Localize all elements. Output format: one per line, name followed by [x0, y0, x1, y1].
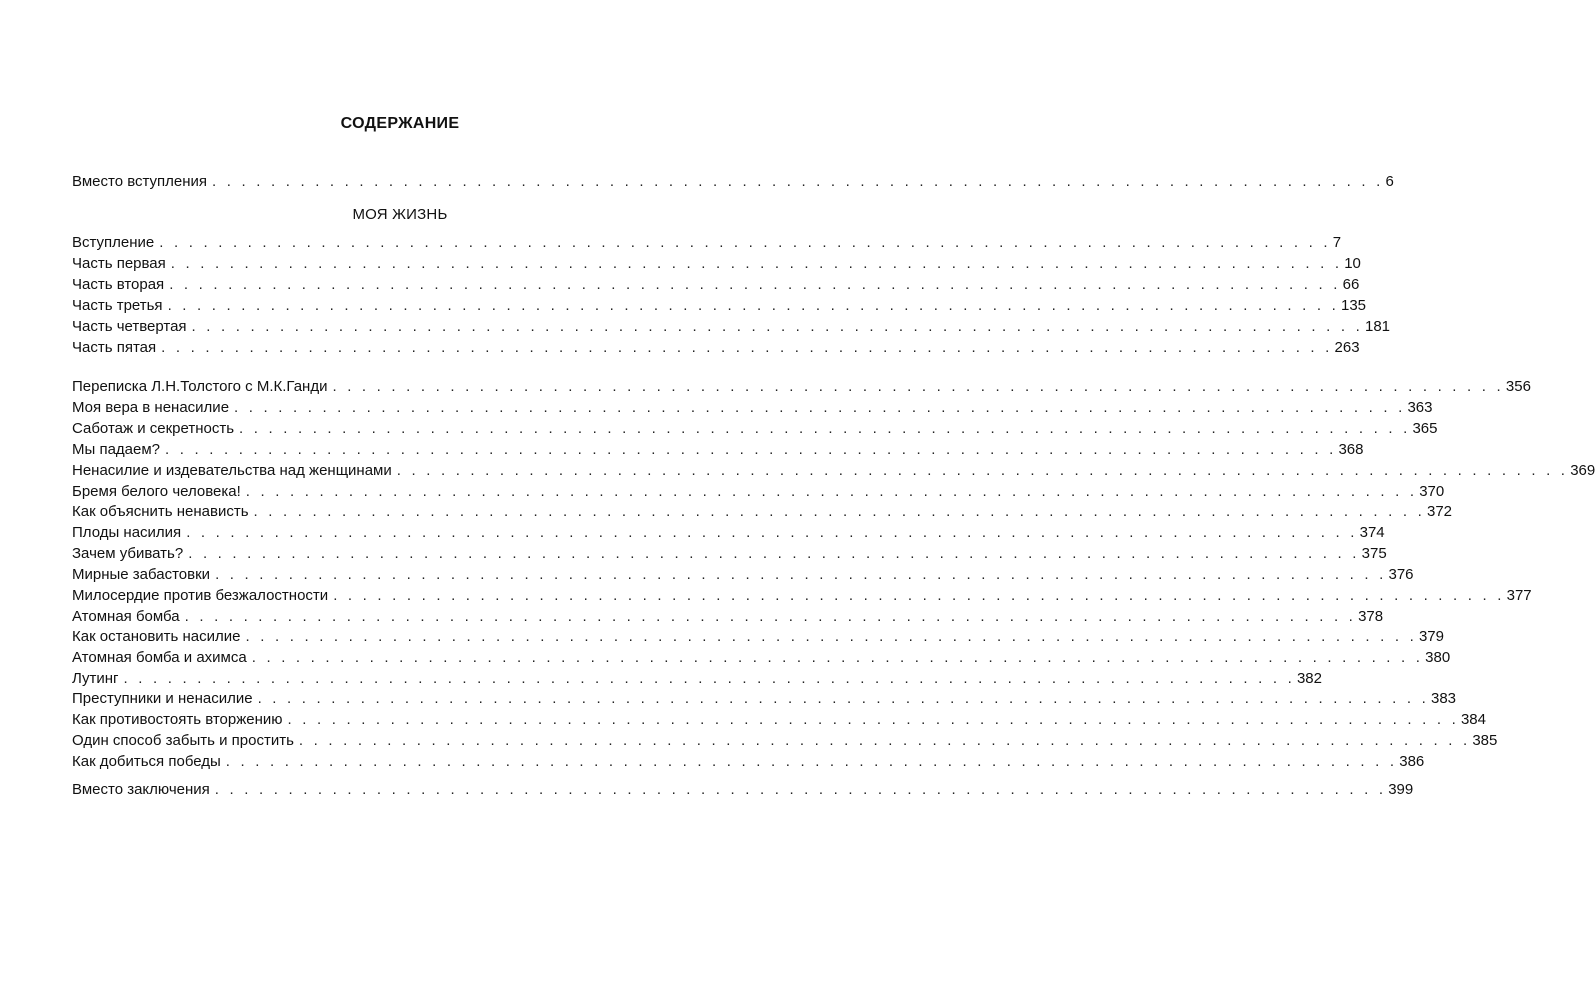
dot-leader: . . . . . . . . . . . . . . . . . . . . . . . . . . . . . . . . . . . . . . . . . . . . . . . . . . . . . . . . . . . . . . . . . . . . . . . . . . . . . . . . [214, 781, 1387, 798]
toc-entry [72, 461, 1595, 481]
toc-entry-title: Как остановить насилие [72, 628, 241, 645]
toc-entry-page-number: 7 [1332, 234, 1342, 251]
toc-entry-page-number: 379 [1418, 628, 1444, 645]
toc-entry-title: Ненасилие и издевательства над женщинами [72, 462, 392, 479]
toc-entry [72, 780, 1414, 800]
dot-leader: . . . . . . . . . . . . . . . . . . . . . . . . . . . . . . . . . . . . . . . . . . . . . . . . . . . . . . . . . . . . . . . . . . . . . . . . . . . . . . . . [245, 628, 1417, 645]
toc-entry-page-number: 263 [1334, 339, 1360, 356]
section-heading: МОЯ ЖИЗНЬ [352, 206, 448, 223]
toc-entry-title: Часть первая [72, 255, 166, 272]
dot-leader: . . . . . . . . . . . . . . . . . . . . . . . . . . . . . . . . . . . . . . . . . . . . . . . . . . . . . . . . . . . . . . . . . . . . . . . . . . . . . . . . [287, 711, 1459, 728]
toc-entry-page-number: 135 [1341, 297, 1367, 314]
toc-entry [72, 482, 1445, 502]
toc-entry-page-number: 374 [1359, 524, 1385, 541]
toc-entry [72, 689, 1457, 709]
dot-leader: . . . . . . . . . . . . . . . . . . . . . . . . . . . . . . . . . . . . . . . . . . . . . . . . . . . . . . . . . . . . . . . . . . . . . . . . . . . . . . . . [123, 670, 1295, 687]
toc-entry-title: Атомная бомба и ахимса [72, 649, 247, 666]
toc-entry-page-number: 66 [1342, 276, 1360, 293]
dot-leader: . . . . . . . . . . . . . . . . . . . . . . . . . . . . . . . . . . . . . . . . . . . . . . . . . . . . . . . . . . . . . . . . . . . . . . . . . . . . . . . . [245, 483, 1418, 500]
toc-entry [72, 544, 1387, 564]
toc-entry-title: Преступники и ненасилие [72, 690, 253, 707]
dot-leader: . . . . . . . . . . . . . . . . . . . . . . . . . . . . . . . . . . . . . . . . . . . . . . . . . . . . . . . . . . . . . . . . . . . . . . . . . . . . . . . . [396, 462, 1569, 479]
toc-entry-page-number: 368 [1338, 441, 1364, 458]
toc-entry-title: Вместо заключения [72, 781, 210, 798]
dot-leader: . . . . . . . . . . . . . . . . . . . . . . . . . . . . . . . . . . . . . . . . . . . . . . . . . . . . . . . . . . . . . . . . . . . . . . . . . . . . . . . . [225, 753, 1398, 770]
toc-entry [72, 419, 1438, 439]
toc-entry [72, 296, 1367, 316]
toc-entry-page-number: 370 [1419, 483, 1445, 500]
toc-entry [72, 565, 1414, 585]
toc-entry [72, 377, 1531, 397]
dot-leader: . . . . . . . . . . . . . . . . . . . . . . . . . . . . . . . . . . . . . . . . . . . . . . . . . . . . . . . . . . . . . . . . . . . . . . . . . . . . . . . . [332, 378, 1504, 395]
dot-leader: . . . . . . . . . . . . . . . . . . . . . . . . . . . . . . . . . . . . . . . . . . . . . . . . . . . . . . . . . . . . . . . . . . . . . . . . . . . . . . . . [161, 339, 1333, 356]
toc-entry-title: Часть пятая [72, 339, 157, 356]
dot-leader: . . . . . . . . . . . . . . . . . . . . . . . . . . . . . . . . . . . . . . . . . . . . . . . . . . . . . . . . . . . . . . . . . . . . . . . . . . . . . . . . [188, 545, 1360, 562]
toc-entry-page-number: 385 [1472, 732, 1498, 749]
toc-entry-page-number: 10 [1344, 255, 1361, 272]
toc-entry-title: Как добиться победы [72, 753, 221, 770]
toc-entry-page-number: 380 [1425, 649, 1451, 666]
toc-entry [72, 440, 1364, 460]
dot-leader: . . . . . . . . . . . . . . . . . . . . . . . . . . . . . . . . . . . . . . . . . . . . . . . . . . . . . . . . . . . . . . . . . . . . . . . . . . . . . . . . [298, 732, 1471, 749]
toc-entry [72, 338, 1360, 358]
toc-entry [72, 752, 1425, 772]
toc-entry [72, 275, 1360, 295]
toc-entry-page-number: 356 [1505, 378, 1531, 395]
dot-leader: . . . . . . . . . . . . . . . . . . . . . . . . . . . . . . . . . . . . . . . . . . . . . . . . . . . . . . . . . . . . . . . . . . . . . . . . . . . . . . . . [257, 690, 1429, 707]
dot-leader: . . . . . . . . . . . . . . . . . . . . . . . . . . . . . . . . . . . . . . . . . . . . . . . . . . . . . . . . . . . . . . . . . . . . . . . . . . . . . . . . [239, 420, 1411, 437]
toc-entry [72, 523, 1385, 543]
toc-entry [72, 317, 1391, 337]
toc-entry [72, 254, 1361, 274]
toc-entry [72, 586, 1532, 606]
toc-entry-title: Вступление [72, 234, 155, 251]
toc-entry-page-number: 376 [1388, 566, 1414, 583]
toc-entry-page-number: 181 [1364, 318, 1391, 335]
toc-entry-title: Вместо вступления [72, 173, 208, 190]
toc-entry-title: Один способ забыть и простить [72, 732, 294, 749]
dot-leader: . . . . . . . . . . . . . . . . . . . . . . . . . . . . . . . . . . . . . . . . . . . . . . . . . . . . . . . . . . . . . . . . . . . . . . . . . . . . . . . . [191, 318, 1363, 335]
dot-leader: . . . . . . . . . . . . . . . . . . . . . . . . . . . . . . . . . . . . . . . . . . . . . . . . . . . . . . . . . . . . . . . . . . . . . . . . . . . . . . . . [253, 503, 1425, 520]
dot-leader: . . . . . . . . . . . . . . . . . . . . . . . . . . . . . . . . . . . . . . . . . . . . . . . . . . . . . . . . . . . . . . . . . . . . . . . . . . . . . . . . [333, 587, 1505, 604]
dot-leader: . . . . . . . . . . . . . . . . . . . . . . . . . . . . . . . . . . . . . . . . . . . . . . . . . . . . . . . . . . . . . . . . . . . . . . . . . . . . . . . . [186, 524, 1358, 541]
toc-entry-title: Атомная бомба [72, 608, 180, 625]
toc-entry-page-number: 365 [1412, 420, 1438, 437]
dot-leader: . . . . . . . . . . . . . . . . . . . . . . . . . . . . . . . . . . . . . . . . . . . . . . . . . . . . . . . . . . . . . . . . . . . . . . . . . . . . . . . . [184, 608, 1357, 625]
toc-entry-title: Зачем убивать? [72, 545, 184, 562]
dot-leader: . . . . . . . . . . . . . . . . . . . . . . . . . . . . . . . . . . . . . . . . . . . . . . . . . . . . . . . . . . . . . . . . . . . . . . . . . . . . . . . . [159, 234, 1331, 251]
toc-entry-title: Моя вера в ненасилие [72, 399, 230, 416]
toc-entry [72, 172, 1394, 192]
toc-entry [72, 669, 1322, 689]
toc-entry-title: Часть вторая [72, 276, 165, 293]
dot-leader: . . . . . . . . . . . . . . . . . . . . . . . . . . . . . . . . . . . . . . . . . . . . . . . . . . . . . . . . . . . . . . . . . . . . . . . . . . . . . . . . [215, 566, 1387, 583]
toc-entry-page-number: 383 [1431, 690, 1457, 707]
toc-entry-page-number: 375 [1361, 545, 1387, 562]
toc-entry-page-number: 382 [1296, 670, 1322, 687]
toc-entry [72, 627, 1444, 647]
dot-leader: . . . . . . . . . . . . . . . . . . . . . . . . . . . . . . . . . . . . . . . . . . . . . . . . . . . . . . . . . . . . . . . . . . . . . . . . . . . . . . . . [170, 255, 1343, 272]
toc-entry-page-number: 399 [1388, 781, 1414, 798]
toc-entry [72, 502, 1453, 522]
toc-entry-page-number: 6 [1385, 173, 1394, 190]
toc-entry-title: Мы падаем? [72, 441, 161, 458]
toc-entry [72, 607, 1384, 627]
page-title: СОДЕРЖАНИЕ [340, 115, 460, 132]
toc-entry-title: Часть третья [72, 297, 163, 314]
toc-entry-title: Переписка Л.Н.Толстого с М.К.Ганди [72, 378, 328, 395]
toc-entry-title: Лутинг [72, 670, 119, 687]
toc-entry-title: Мирные забастовки [72, 566, 211, 583]
toc-entry-title: Бремя белого человека! [72, 483, 241, 500]
toc-entry-title: Плоды насилия [72, 524, 182, 541]
toc-entry [72, 233, 1342, 253]
dot-leader: . . . . . . . . . . . . . . . . . . . . . . . . . . . . . . . . . . . . . . . . . . . . . . . . . . . . . . . . . . . . . . . . . . . . . . . . . . . . . . . . [169, 276, 1341, 293]
toc-entry-title: Как объяснить ненависть [72, 503, 249, 520]
toc-entry-page-number: 377 [1506, 587, 1532, 604]
toc-entry-title: Как противостоять вторжению [72, 711, 283, 728]
toc-entry [72, 710, 1486, 730]
toc-entry [72, 398, 1433, 418]
dot-leader: . . . . . . . . . . . . . . . . . . . . . . . . . . . . . . . . . . . . . . . . . . . . . . . . . . . . . . . . . . . . . . . . . . . . . . . . . . . . . . . . [251, 649, 1424, 666]
toc-entry [72, 648, 1451, 668]
toc-entry-page-number: 384 [1460, 711, 1486, 728]
toc-entry-page-number: 363 [1407, 399, 1433, 416]
toc-entry-title: Часть четвертая [72, 318, 187, 335]
toc-entry-title: Саботаж и секретность [72, 420, 235, 437]
dot-leader: . . . . . . . . . . . . . . . . . . . . . . . . . . . . . . . . . . . . . . . . . . . . . . . . . . . . . . . . . . . . . . . . . . . . . . . . . . . . . . . . [234, 399, 1406, 416]
toc-entry-page-number: 378 [1358, 608, 1384, 625]
toc-entry-page-number: 372 [1426, 503, 1453, 520]
toc-entry-title: Милосердие против безжалостности [72, 587, 329, 604]
dot-leader: . . . . . . . . . . . . . . . . . . . . . . . . . . . . . . . . . . . . . . . . . . . . . . . . . . . . . . . . . . . . . . . . . . . . . . . . . . . . . . . . [167, 297, 1339, 314]
toc-entry [72, 731, 1498, 751]
toc-entry-page-number: 369 [1570, 462, 1595, 479]
dot-leader: . . . . . . . . . . . . . . . . . . . . . . . . . . . . . . . . . . . . . . . . . . . . . . . . . . . . . . . . . . . . . . . . . . . . . . . . . . . . . . . . [165, 441, 1337, 458]
dot-leader: . . . . . . . . . . . . . . . . . . . . . . . . . . . . . . . . . . . . . . . . . . . . . . . . . . . . . . . . . . . . . . . . . . . . . . . . . . . . . . . . [212, 173, 1384, 190]
toc-entry-page-number: 386 [1399, 753, 1425, 770]
